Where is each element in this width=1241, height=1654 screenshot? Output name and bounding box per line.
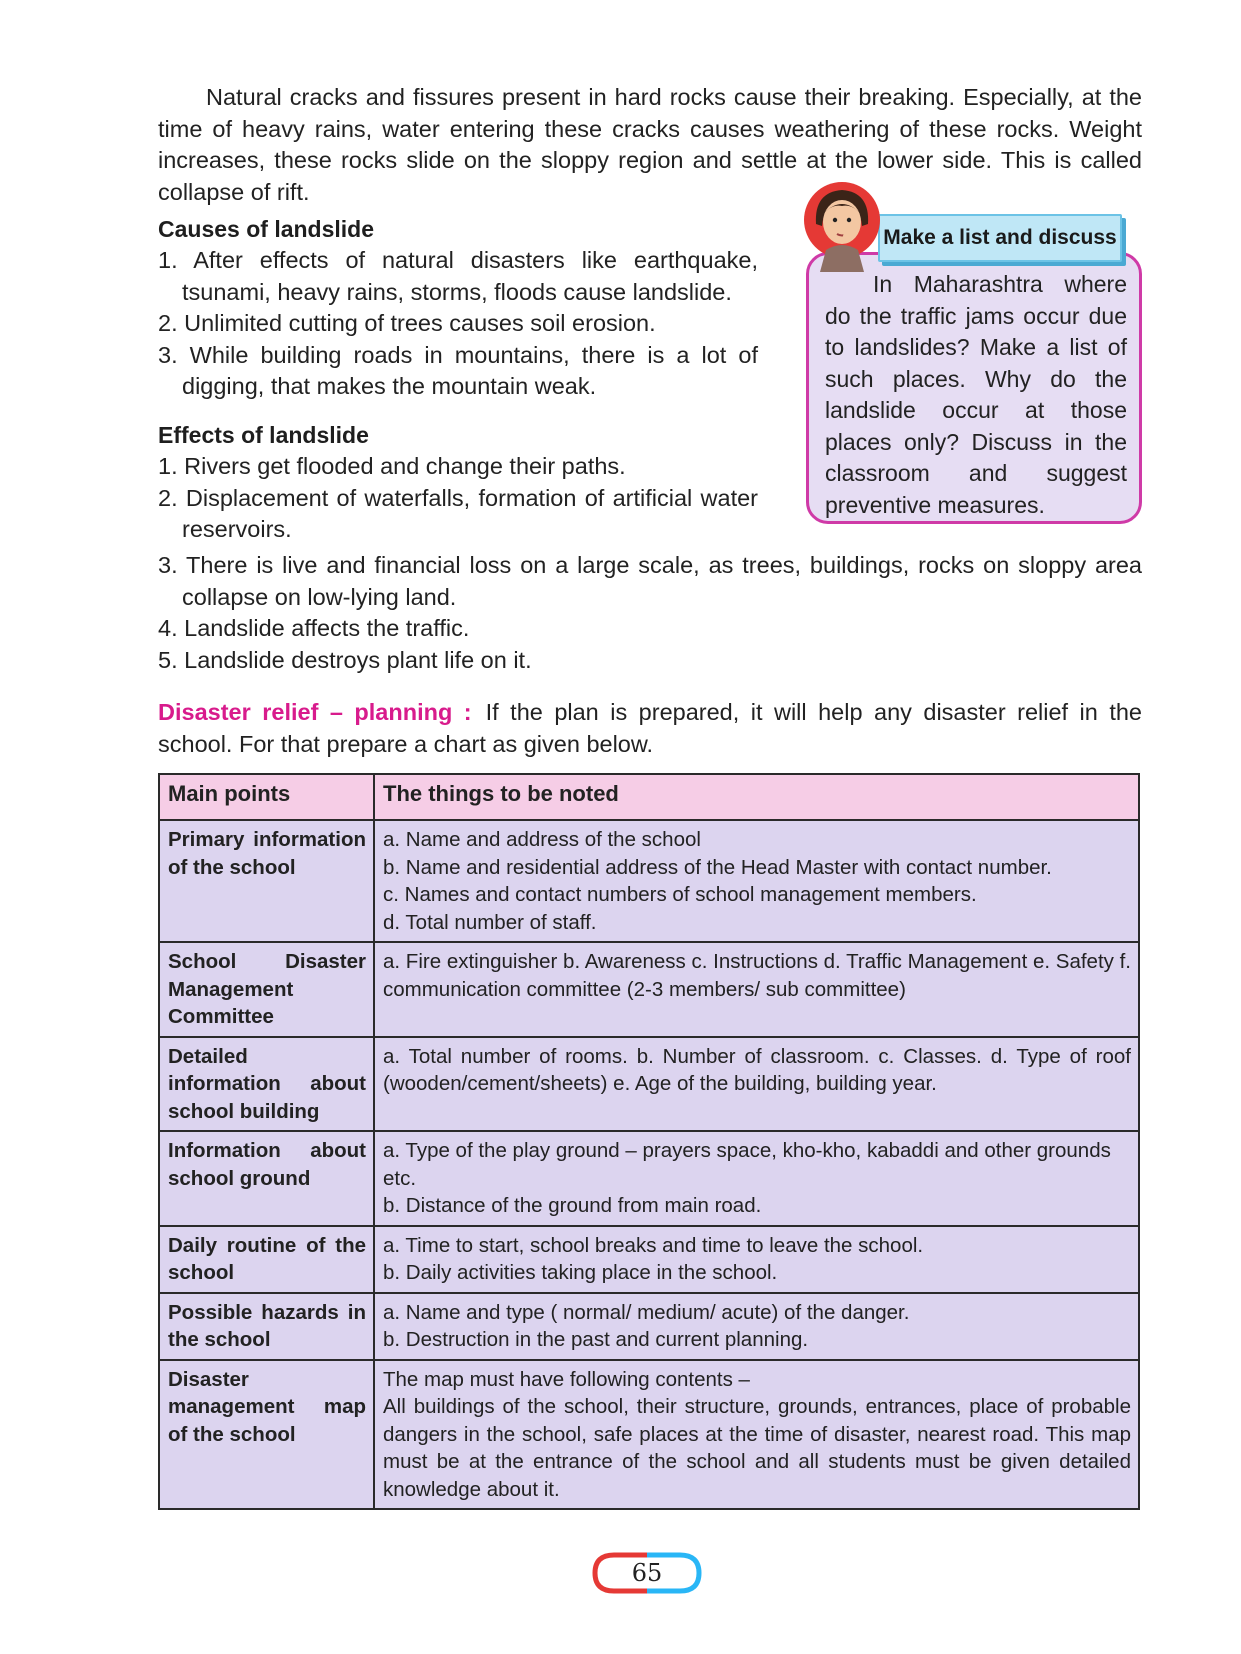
table-row [159,1360,1139,1510]
table-value-cell [374,1293,1139,1360]
table-line: All buildings of the school, their structure, grounds, entrances, place of probable dangers in the school, safe places at the time of disaster, nearest road. This map must be at the entrance of the school and all students must be given detailed knowledge about it. [383,1395,1131,1501]
effects-item: 2. Displacement of waterfalls, formation of artificial water reservoirs. [158,484,758,542]
causes-heading: Causes of landslide [158,216,375,242]
relief-heading: Disaster relief – planning : [158,699,472,725]
table-line: a. Time to start, school breaks and time to leave the school. [383,1233,924,1257]
causes-item: 2. Unlimited cutting of trees causes soil erosion. [158,310,656,336]
effects-section [158,420,758,546]
table-key-cell: Disaster management map of the school [159,1360,374,1510]
table-line: b. Daily activities taking place in the school. [383,1261,778,1284]
discussion-title: Make a list and discuss [878,214,1122,262]
discussion-panel [806,252,1142,524]
table-row [159,942,1139,1037]
intro-paragraph: Natural cracks and fissures present in hard rocks cause their breaking. Especially, at the time of heavy rains, water entering these cracks causes weathering of these rocks. Weight increases, these rocks slide on the sloppy region and settle at the lower side. This is called collapse of rift. [158,84,1142,205]
effects-section-continued [158,550,1142,676]
table-line: b. Distance of the ground from main road. [383,1194,762,1217]
table-key-cell: Daily routine of the school [159,1226,374,1293]
table-row [159,1131,1139,1226]
table-key-cell: School Disaster Management Committee [159,942,374,1037]
table-header-row [159,774,1139,820]
causes-section [158,214,758,403]
table-header-cell: The things to be noted [374,774,1139,820]
table-line: The map must have following contents – [383,1367,750,1391]
table-value-cell [374,820,1139,942]
table-row [159,820,1139,942]
table-line: b. Name and residential address of the Head Master with contact number. [383,855,1052,879]
table-line: a. Total number of rooms. b. Number of classroom. c. Classes. d. Type of roof (wooden/cement/sheets) e. Age of the building, building year. [383,1044,1131,1095]
table-line: a. Type of the play ground – prayers space, kho-kho, kabaddi and other grounds etc. [383,1139,1111,1190]
effects-item: 5. Landslide destroys plant life on it. [158,646,532,673]
table-value-cell [374,1131,1139,1226]
table-row [159,1293,1139,1360]
table-value-cell [374,942,1139,1037]
relief-text: If the plan is prepared, it will help any disaster relief in the school. For that prepare a chart as given below. [158,699,1142,757]
relief-paragraph [158,697,1142,760]
effects-item: 4. Landslide affects the traffic. [158,615,470,641]
table-value-cell [374,1226,1139,1293]
table-key-cell: Detailed information about school building [159,1037,374,1132]
table-key-cell: Primary information of the school [159,820,374,942]
table-key-cell: Information about school ground [159,1131,374,1226]
planning-chart-table [158,773,1140,1510]
table-key-cell: Possible hazards in the school [159,1293,374,1360]
table-line: d. Total number of staff. [383,910,597,934]
girl-illustration-icon [802,180,886,272]
discussion-box [802,180,1147,530]
table-line: c. Names and contact numbers of school management members. [383,883,977,906]
table-line: a. Name and address of the school [383,828,701,851]
table-row [159,1226,1139,1293]
effects-item: 3. There is live and financial loss on a large scale, as trees, buildings, rocks on sloppy area collapse on low-lying land. [158,552,1142,610]
causes-item: 3. While building roads in mountains, there is a lot of digging, that makes the mountain weak. [158,341,758,399]
table-value-cell [374,1037,1139,1132]
table-line: a. Fire extinguisher b. Awareness c. Instructions d. Traffic Management e. Safety f. communication committee (2-3 members/ sub committee) [383,950,1131,1001]
table-line: b. Destruction in the past and current planning. [383,1328,809,1351]
page-number-badge [592,1552,702,1594]
discussion-text: In Maharashtra where do the traffic jams occur due to landslides? Make a list of such places. Why do the landslide occur at those places only? Discuss in the classroom and suggest preventive measures. [825,271,1127,518]
effects-heading: Effects of landslide [158,422,369,448]
causes-item: 1. After effects of natural disasters like earthquake, tsunami, heavy rains, storms, floods cause landslide. [158,247,758,305]
table-value-cell [374,1360,1139,1510]
table-row [159,1037,1139,1132]
table-header-cell: Main points [159,774,374,820]
effects-item: 1. Rivers get flooded and change their paths. [158,453,626,479]
table-line: a. Name and type ( normal/ medium/ acute) of the danger. [383,1300,910,1324]
page-number: 65 [631,1559,663,1587]
